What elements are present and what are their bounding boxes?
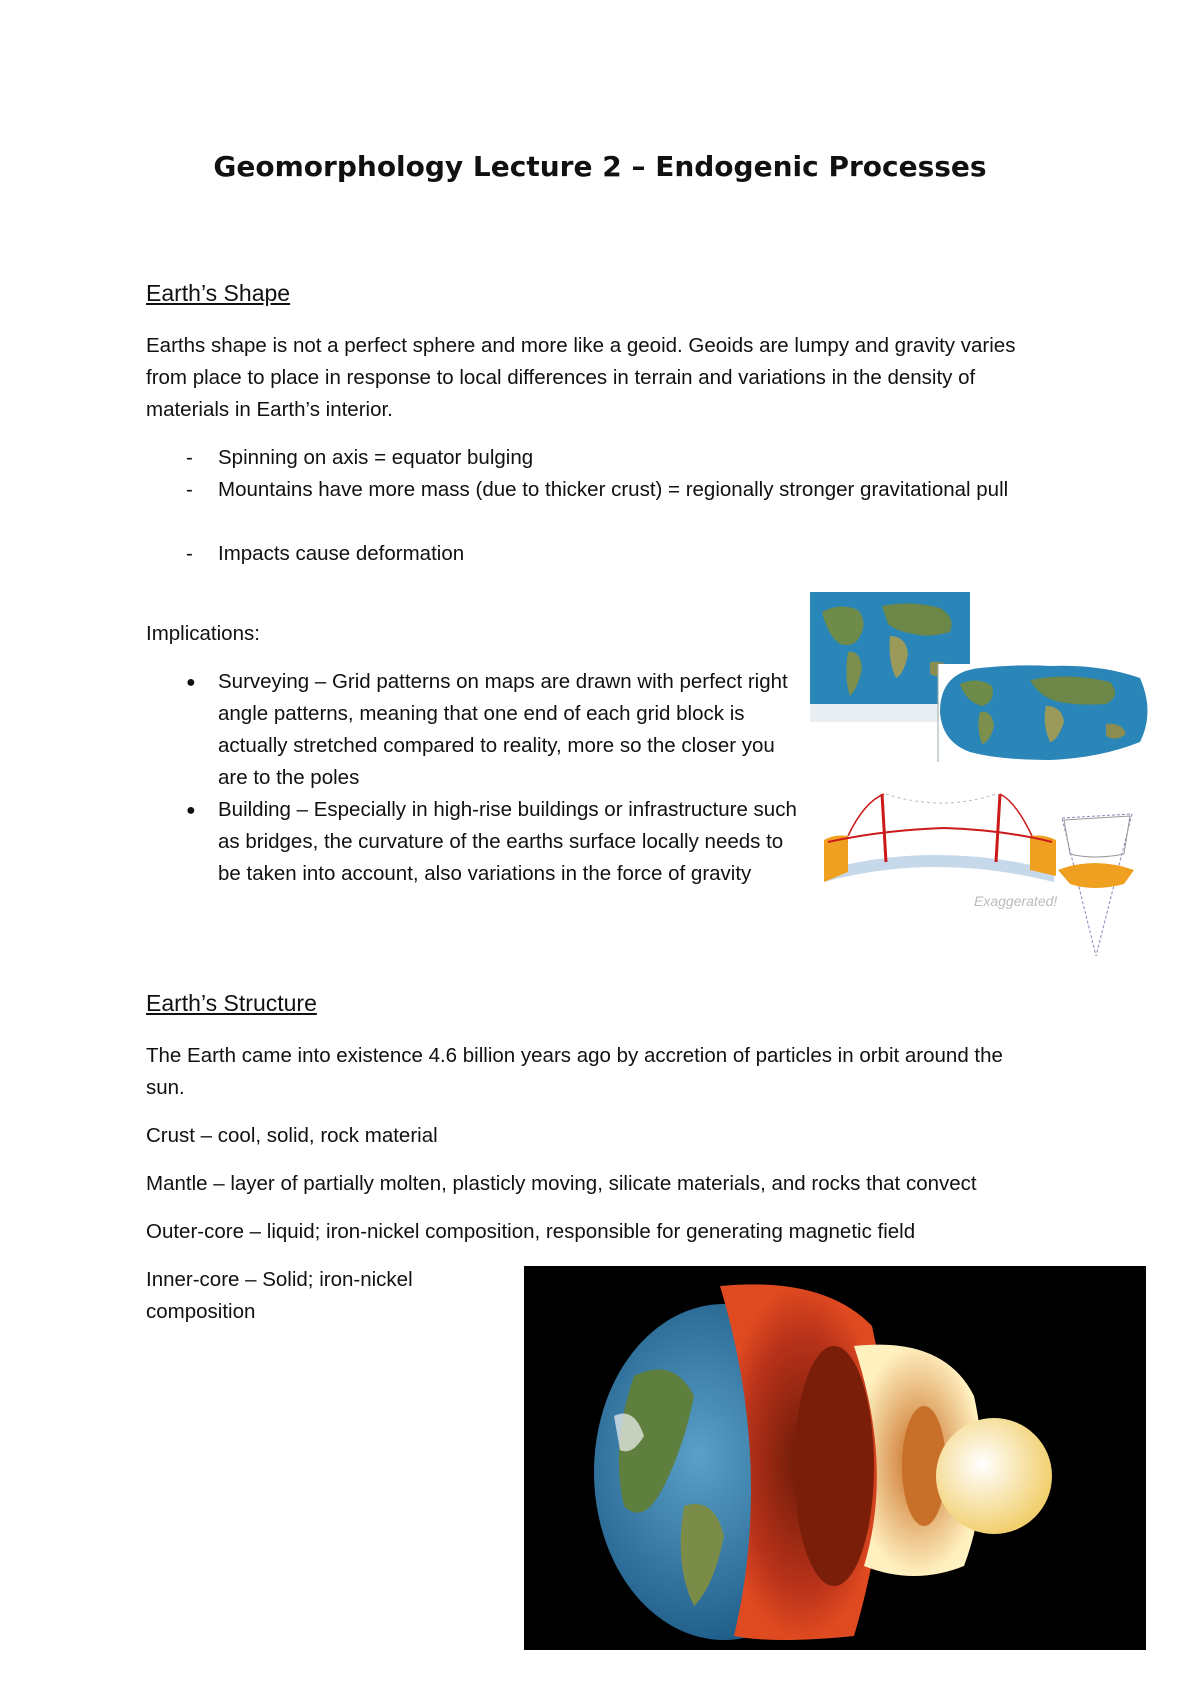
dash-marker: - [186,542,193,565]
implications-label: Implications: [146,622,260,645]
bullet-item-text: Surveying – Grid patterns on maps are drawn with perfect right angle patterns, meaning that one end of each grid block is actually stretched compared to reality, more so the closer you are to the poles [218,670,788,789]
map-projections-figure [810,592,1150,762]
layer-outer-core: Outer-core – liquid; iron-nickel composition, responsible for generating magnetic field [146,1220,916,1243]
dash-marker: - [186,478,193,501]
structure-paragraph: The Earth came into existence 4.6 billion years ago by accretion of particles in orbit around the sun. [146,1044,1003,1099]
bridge-curvature-figure [824,780,1150,958]
layer-mantle: Mantle – layer of partially molten, plasticly moving, silicate materials, and rocks that convect [146,1172,977,1195]
layer-inner-core: Inner-core – Solid; iron-nickel composition [146,1268,413,1323]
curvature-cone-diagram [1058,814,1134,956]
layer-crust: Crust – cool, solid, rock material [146,1124,438,1147]
section-heading-earths-shape: Earth’s Shape [146,280,291,306]
shape-paragraph: Earths shape is not a perfect sphere and more like a geoid. Geoids are lumpy and gravity varies from place to place in response to local differences in terrain and variations in the density of materials in Earth’s interior. [146,334,1016,421]
dash-item-text: Mountains have more mass (due to thicker crust) = regionally stronger gravitational pull [218,478,1009,501]
bridge-diagram [824,794,1056,882]
bullet-marker: ● [186,802,196,819]
document-title: Geomorphology Lecture 2 – Endogenic Processes [213,150,987,183]
curved-world-map [938,664,1150,762]
earth-cutaway-figure [524,1266,1146,1650]
dash-item-text: Spinning on axis = equator bulging [218,446,534,469]
section-heading-earths-structure: Earth’s Structure [146,990,317,1016]
dash-marker: - [186,446,193,469]
bullet-item-text: Building – Especially in high-rise buildings or infrastructure such as bridges, the curvature of the earths surface locally needs to be taken into account, also variations in the force of gravity [218,798,797,885]
bullet-marker: ● [186,674,196,691]
dash-item-text: Impacts cause deformation [218,542,465,565]
inner-core-sphere [936,1418,1052,1534]
exaggerated-caption: Exaggerated! [974,893,1058,909]
